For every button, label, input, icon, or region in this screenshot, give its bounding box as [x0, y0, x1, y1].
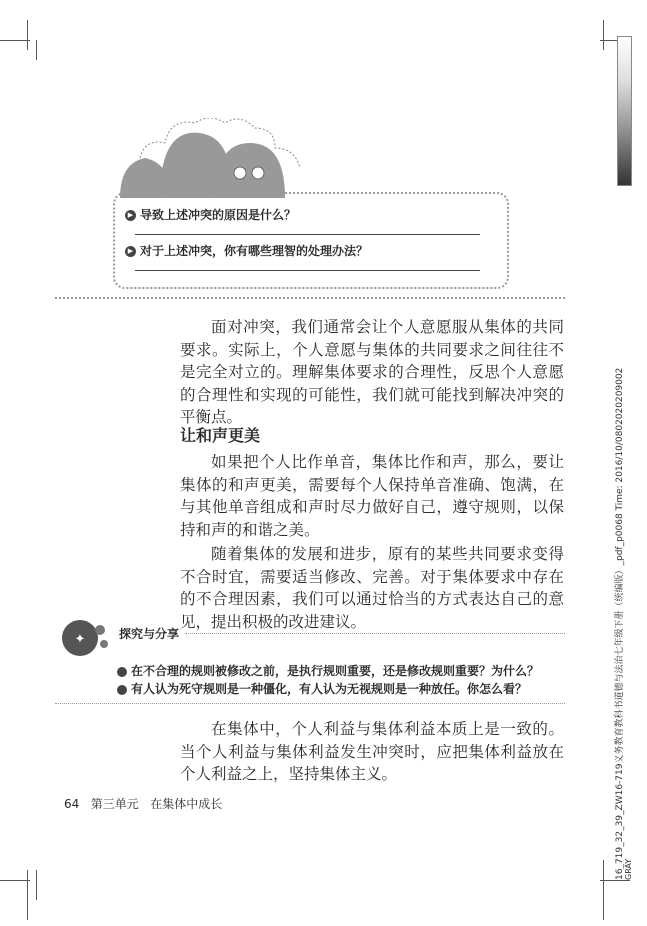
conclusion-paragraph: 在集体中，个人利益与集体利益本质上是一致的。当个人利益与集体利益发生冲突时，应把集体利益放在个人利益之上，坚持集体主义。: [180, 720, 564, 783]
share-question-text: 在不合理的规则被修改之前，是执行规则重要，还是修改规则重要？为什么？: [131, 664, 540, 678]
arrow-bullet-icon: [117, 667, 127, 677]
answer-line[interactable]: [135, 270, 480, 271]
share-question: [117, 680, 527, 697]
share-question: [117, 662, 539, 679]
children-illustration: [120, 118, 340, 198]
section-heading: 让和声更美: [180, 426, 261, 445]
gray-label: GRAY: [624, 858, 633, 880]
arrow-bullet-icon: ▶: [125, 246, 136, 257]
explore-share-title: 探究与分享: [119, 627, 180, 641]
print-slug: [612, 368, 625, 880]
body-paragraph: 面对冲突，我们通常会让个人意愿服从集体的共同要求。实际上，个人意愿与集体的共同要求之间往往不是完全对立的。理解集体要求的合理性，反思个人意愿的合理性和实现的可能性，我们就可能找到解决冲突的平衡点。: [180, 318, 564, 426]
question-box: [113, 192, 509, 289]
question: [125, 242, 368, 259]
question: [125, 206, 296, 223]
body-paragraph: 随着集体的发展和进步，原有的某些共同要求变得不合时宜，需要适当修改、完善。对于集体要求中存在的不合理因素，我们可以通过恰当的方式表达自己的意见，提出积极的改进建议。: [180, 545, 564, 631]
crop-mark: [603, 860, 604, 920]
page-number: 64: [64, 797, 80, 811]
print-slug-text: 16_719_32_39_ZW16-719义务教育教科书道德与法治七年级下册（统编版）_pdf_p0068 Time: 2016/10/0802020209002: [615, 367, 625, 880]
svg-text:✦: ✦: [74, 632, 86, 647]
crop-mark: [36, 870, 37, 900]
answer-line[interactable]: [135, 234, 480, 235]
dotted-divider: [55, 703, 565, 704]
crop-mark: [36, 40, 37, 60]
share-question-text: 有人认为死守规则是一种僵化，有人认为无视规则是一种放任。你怎么看？: [131, 682, 528, 696]
unit-title: 在集体中成长: [150, 797, 223, 811]
question-text: 对于上述冲突，你有哪些理智的处理办法？: [140, 244, 369, 258]
explore-share-icon: [60, 616, 110, 658]
crop-mark: [27, 20, 28, 50]
crop-mark: [0, 880, 30, 881]
dotted-divider: [185, 633, 565, 634]
gray-calibration-bar: [617, 36, 632, 186]
page-footer: [64, 795, 222, 812]
arrow-bullet-icon: [117, 685, 127, 695]
unit-label: 第三单元: [90, 797, 139, 811]
body-paragraph: 如果把个人比作单音，集体比作和声，那么，要让集体的和声更美，需要每个人保持单音准确、饱满，在与其他单音组成和声时尽力做好自己，遵守规则，以保持和声的和谐之美。: [180, 453, 564, 539]
dotted-divider: [55, 297, 565, 299]
question-text: 导致上述冲突的原因是什么？: [140, 208, 297, 222]
crop-mark: [27, 870, 28, 920]
crop-mark: [600, 880, 630, 881]
crop-mark: [603, 20, 604, 50]
crop-mark: [0, 40, 30, 41]
arrow-bullet-icon: ▶: [125, 210, 136, 221]
